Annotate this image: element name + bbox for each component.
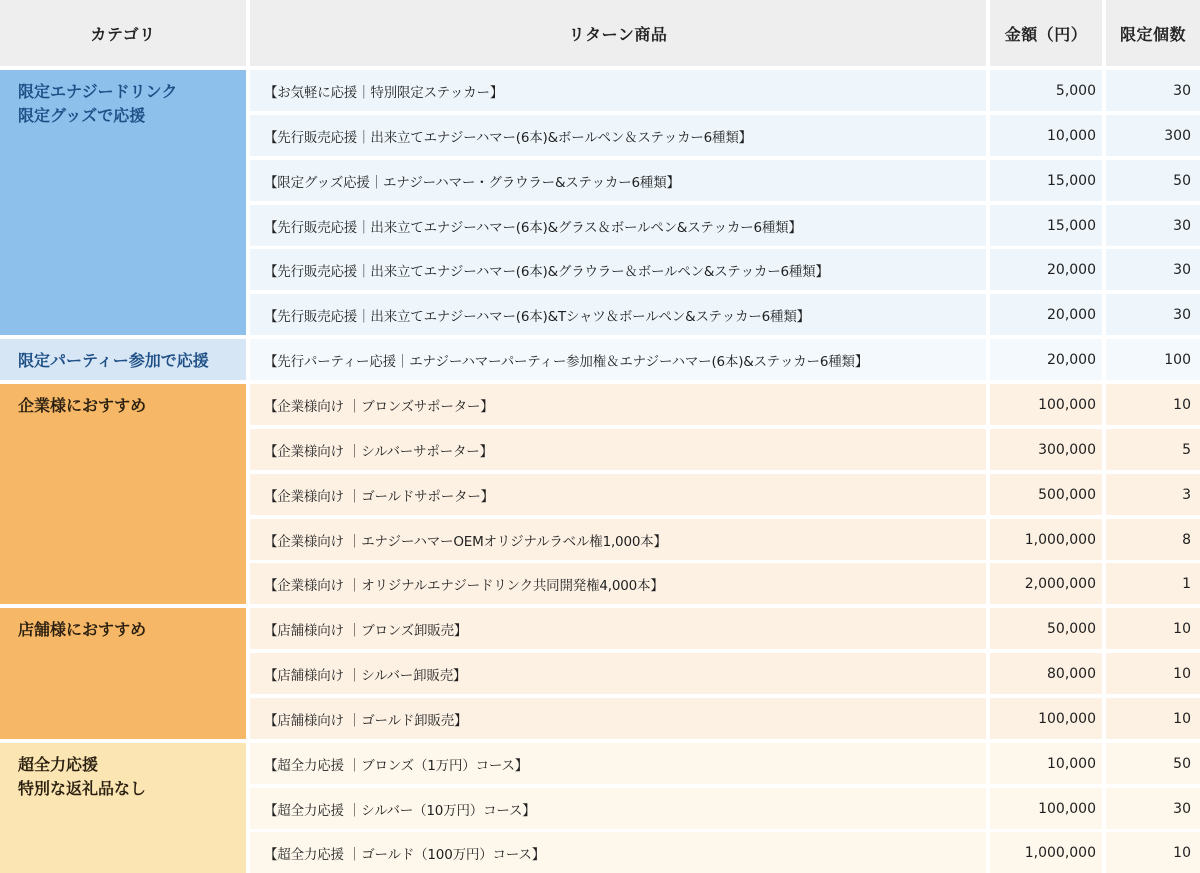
limit-cell: 30 (1106, 294, 1200, 335)
category-label: 限定パーティー参加で応援 (18, 351, 209, 370)
item-cell: 【先行パーティー応援｜エナジーハマーパーティー参加権＆エナジーハマー(6本)&ステッカー6種類】 (250, 339, 986, 380)
item-cell: 【店舗様向け ｜シルバー卸販売】 (250, 653, 986, 694)
limit-cell: 10 (1106, 384, 1200, 425)
item-cell: 【お気軽に応援｜特別限定ステッカー】 (250, 70, 986, 111)
category-label: 超全力応援 (18, 755, 99, 774)
item-cell: 【超全力応援 ｜ゴールド（100万円）コース】 (250, 832, 986, 873)
price-cell: 2,000,000 (990, 563, 1102, 604)
header-item: リターン商品 (250, 0, 986, 66)
category-label: 限定グッズで応援 (18, 106, 146, 125)
price-cell: 20,000 (990, 249, 1102, 290)
price-cell: 20,000 (990, 339, 1102, 380)
price-cell: 20,000 (990, 294, 1102, 335)
item-cell: 【企業様向け ｜エナジーハマーOEMオリジナルラベル権1,000本】 (250, 519, 986, 560)
item-cell: 【限定グッズ応援｜エナジーハマー・グラウラー&ステッカー6種類】 (250, 160, 986, 201)
item-cell: 【企業様向け ｜オリジナルエナジードリンク共同開発権4,000本】 (250, 563, 986, 604)
limit-cell: 50 (1106, 743, 1200, 784)
price-cell: 50,000 (990, 608, 1102, 649)
category-cell (0, 70, 246, 335)
header-price: 金額（円） (990, 0, 1102, 66)
price-cell: 100,000 (990, 788, 1102, 829)
category-label: 企業様におすすめ (18, 396, 147, 415)
price-cell: 15,000 (990, 160, 1102, 201)
limit-cell: 50 (1106, 160, 1200, 201)
category-cell (0, 384, 246, 604)
limit-cell: 5 (1106, 429, 1200, 470)
limit-cell: 10 (1106, 608, 1200, 649)
price-cell: 100,000 (990, 698, 1102, 739)
limit-cell: 10 (1106, 698, 1200, 739)
header-limit: 限定個数 (1106, 0, 1200, 66)
category-cell (0, 608, 246, 739)
item-cell: 【超全力応援 ｜シルバー（10万円）コース】 (250, 788, 986, 829)
item-cell: 【企業様向け ｜シルバーサポーター】 (250, 429, 986, 470)
limit-cell: 10 (1106, 653, 1200, 694)
limit-cell: 3 (1106, 474, 1200, 515)
category-label: 特別な返礼品なし (18, 779, 147, 798)
price-cell: 100,000 (990, 384, 1102, 425)
limit-cell: 30 (1106, 70, 1200, 111)
limit-cell: 300 (1106, 115, 1200, 156)
item-cell: 【先行販売応援｜出来立てエナジーハマー(6本)&グラウラー＆ボールペン&ステッカー6種類】 (250, 249, 986, 290)
category-label: 限定エナジードリンク (18, 82, 178, 101)
price-cell: 300,000 (990, 429, 1102, 470)
limit-cell: 30 (1106, 205, 1200, 246)
item-cell: 【企業様向け ｜ブロンズサポーター】 (250, 384, 986, 425)
category-label: 店舗様におすすめ (18, 620, 147, 639)
limit-cell: 100 (1106, 339, 1200, 380)
item-cell: 【店舗様向け ｜ブロンズ卸販売】 (250, 608, 986, 649)
category-cell (0, 339, 246, 380)
item-cell: 【企業様向け ｜ゴールドサポーター】 (250, 474, 986, 515)
limit-cell: 8 (1106, 519, 1200, 560)
category-cell (0, 743, 246, 873)
price-cell: 1,000,000 (990, 519, 1102, 560)
item-cell: 【超全力応援 ｜ブロンズ（1万円）コース】 (250, 743, 986, 784)
limit-cell: 10 (1106, 832, 1200, 873)
price-cell: 15,000 (990, 205, 1102, 246)
limit-cell: 30 (1106, 249, 1200, 290)
item-cell: 【先行販売応援｜出来立てエナジーハマー(6本)&ボールペン＆ステッカー6種類】 (250, 115, 986, 156)
price-cell: 10,000 (990, 115, 1102, 156)
item-cell: 【先行販売応援｜出来立てエナジーハマー(6本)&Tシャツ＆ボールペン&ステッカー6種類】 (250, 294, 986, 335)
price-cell: 500,000 (990, 474, 1102, 515)
price-cell: 1,000,000 (990, 832, 1102, 873)
item-cell: 【先行販売応援｜出来立てエナジーハマー(6本)&グラス＆ボールペン&ステッカー6種類】 (250, 205, 986, 246)
limit-cell: 1 (1106, 563, 1200, 604)
header-category: カテゴリ (0, 0, 246, 66)
price-cell: 10,000 (990, 743, 1102, 784)
item-cell: 【店舗様向け ｜ゴールド卸販売】 (250, 698, 986, 739)
price-cell: 80,000 (990, 653, 1102, 694)
price-cell: 5,000 (990, 70, 1102, 111)
limit-cell: 30 (1106, 788, 1200, 829)
